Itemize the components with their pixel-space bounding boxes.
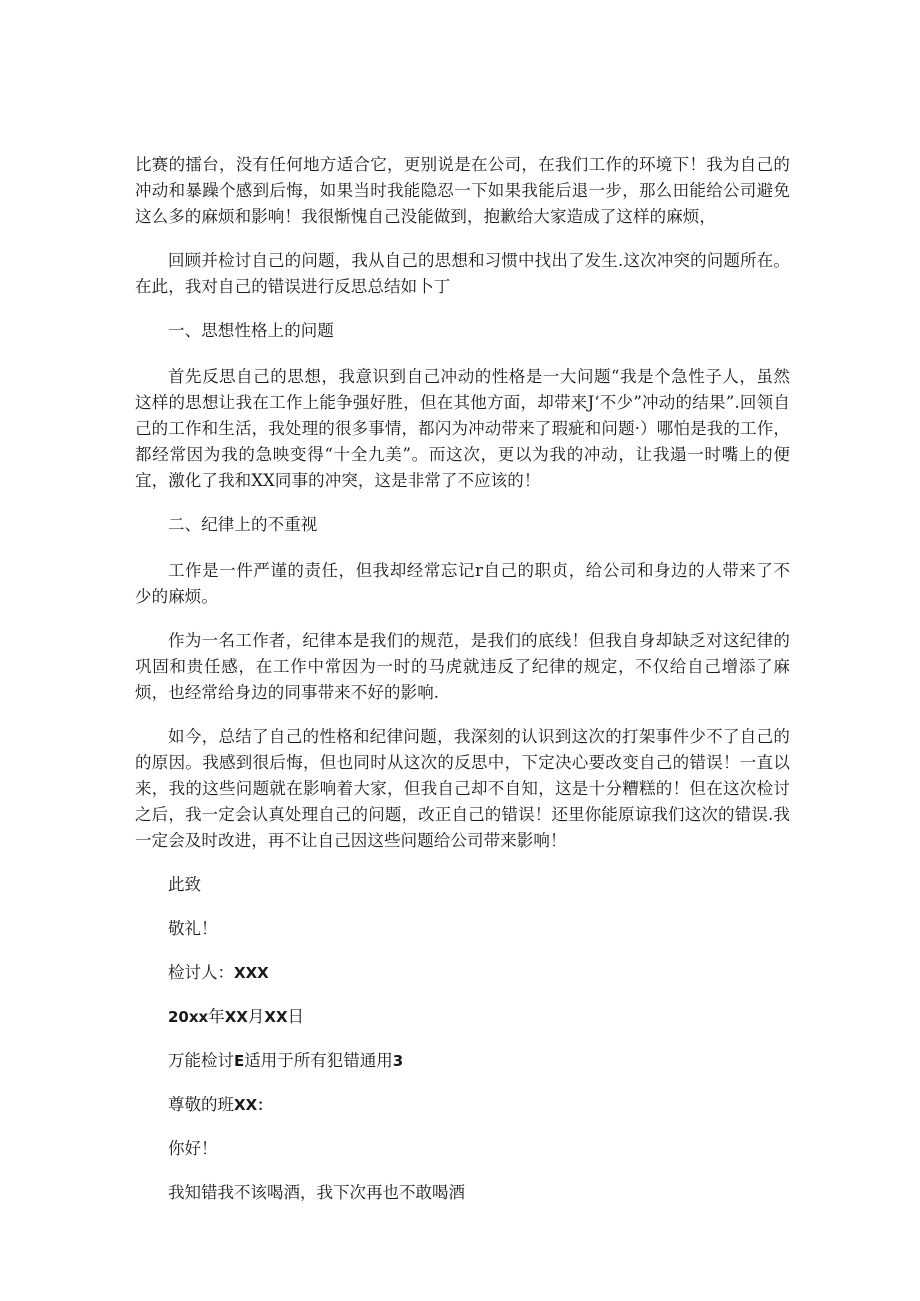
- section-heading-1: 一、思想性格上的问题: [168, 321, 334, 340]
- date-year-char: 年: [208, 1007, 225, 1026]
- greeting: 你好！: [168, 1139, 218, 1158]
- signer-line: [135, 960, 790, 986]
- document-page: [135, 152, 790, 1224]
- date-month-char: 月: [247, 1007, 265, 1026]
- salutation: [135, 1092, 790, 1118]
- closing-line-2: 敬礼！: [168, 919, 218, 938]
- date-year: 20xx: [168, 1008, 209, 1026]
- salutation-name: XX：: [234, 1096, 273, 1114]
- paragraph-2: 回顾并检讨自己的问题，我从自己的思想和习惯中找出了发生.这次冲突的问题所在。在此，我对自己的错误进行反思总结如卜丁: [135, 251, 790, 296]
- date-line: [135, 1004, 790, 1030]
- date-day-char: 日: [287, 1007, 305, 1026]
- paragraph-4: 工作是一件严谨的责任，但我却经常忘记r自己的职贞，给公司和身边的人带来了不少的麻烦。: [135, 561, 790, 606]
- salutation-text: 尊敬的班: [168, 1095, 234, 1114]
- paragraph-3: 首先反思自己的思想，我意识到自己冲动的性格是一大问题“我是个急性子人，虽然这样的思想让我在工作上能争强好胜，但在其他方面，却带来J‘不少”冲动的结果”.回领自己的工作和生活，我处理的很多事情，都闪为冲动带来了瑕疵和问题·）哪怕是我的工作，都经常因为我的急映变得“十全九美”。而这次，更以为我的冲动，让我遢一时嘴上的便宜，激化了我和XX同事的冲突，这是非常了不应该的！: [135, 367, 790, 490]
- closing-line-1: 此致: [168, 875, 201, 894]
- second-title-part-1: 万能检讨: [168, 1051, 234, 1070]
- last-line: 我知错我不该喝酒，我下次再也不敢喝酒: [168, 1183, 465, 1202]
- second-title-part-3: 适用于所有犯错通用: [244, 1051, 393, 1070]
- paragraph-6: 如今，总结了自己的性格和纪律问题，我深刻的认识到这次的打架事件少不了自己的的原因。我感到很后悔，但也同时从这次的反思中，下定决心要改变自己的错误！一直以来，我的这些问题就在影响着大家，但我自己却不自知，这是十分糟糕的！但在这次检讨之后，我一定会认真处理自己的问题，改正自己的错误！还里你能原谅我们这次的错误.我一定会及时改进，再不让自己因这些问题给公司带来影响！: [135, 727, 790, 850]
- section-heading-2: 二、纪律上的不重视: [168, 515, 318, 534]
- signer-name: XXX: [234, 964, 269, 982]
- second-title-part-2: E: [234, 1052, 245, 1070]
- second-title: [135, 1048, 790, 1074]
- date-day: XX: [264, 1008, 288, 1026]
- paragraph-1: 比赛的擂台，没有任何地方适合它，更别说是在公司，在我们工作的环境下！我为自己的冲动和暴躁个感到后悔，如果当时我能隐忍一下如果我能后退一步，那么田能给公司避免这么多的麻烦和影响！我很惭愧自己没能做到，抱歉给大家造成了这样的麻烦，: [135, 155, 790, 226]
- paragraph-5: 作为一名工作者，纪律本是我们的规范，是我们的底线！但我自身却缺乏对这纪律的巩固和贵任感，在工作中常因为一时的马虎就违反了纪律的规定，不仅给自己增添了麻烦，也经常给身边的同事带来不好的影响.: [135, 631, 790, 702]
- date-month: XX: [224, 1008, 248, 1026]
- signer-label: 检讨人：: [168, 963, 234, 982]
- second-title-part-4: 3: [392, 1052, 404, 1070]
